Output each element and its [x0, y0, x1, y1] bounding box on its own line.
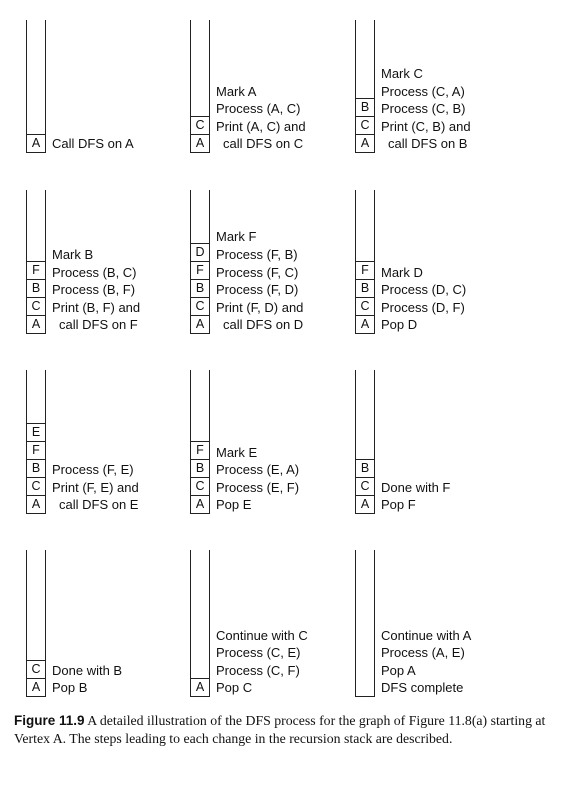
recursion-stack [26, 550, 46, 697]
step-description [381, 65, 531, 153]
description-line: Print (A, C) and [216, 118, 306, 134]
description-line: Pop E [216, 497, 252, 513]
stack-cell: A [356, 315, 374, 333]
stack-cell: A [27, 134, 45, 152]
dfs-step-panel [190, 370, 360, 514]
stack-cell: F [27, 261, 45, 279]
description-line: Process (C, B) [381, 101, 466, 117]
step-description [381, 627, 531, 697]
stack-cell: B [27, 459, 45, 477]
description-line: Continue with C [216, 627, 308, 643]
stack-cell: A [27, 678, 45, 696]
recursion-stack [26, 370, 46, 514]
description-line: Process (E, F) [216, 479, 300, 495]
description-line: Done with F [381, 479, 451, 495]
stack-cell: B [27, 279, 45, 297]
description-line: Mark B [52, 247, 94, 263]
stack-cell: F [27, 441, 45, 459]
stack-cell: A [191, 315, 209, 333]
description-line: Process (F, D) [216, 282, 299, 298]
stack-cell: A [191, 678, 209, 696]
description-line: Mark D [381, 264, 423, 280]
description-line: Mark F [216, 229, 257, 245]
description-line: Process (F, C) [216, 264, 299, 280]
recursion-stack [355, 550, 375, 697]
stack-cell: C [27, 477, 45, 495]
description-line: Pop F [381, 497, 416, 513]
dfs-step-panel [26, 190, 196, 334]
dfs-step-panel [26, 550, 196, 697]
description-line: call DFS on F [59, 317, 138, 333]
step-description [52, 246, 202, 334]
description-line: Process (D, C) [381, 282, 467, 298]
stack-cell: C [191, 297, 209, 315]
recursion-stack [26, 190, 46, 334]
description-line: Mark E [216, 444, 258, 460]
stack-cell: C [191, 116, 209, 134]
description-line: Process (E, A) [216, 462, 300, 478]
step-description [216, 83, 366, 153]
stack-cell: A [356, 134, 374, 152]
dfs-step-panel [355, 370, 525, 514]
stack-cell: A [191, 495, 209, 513]
description-line: Call DFS on A [52, 136, 134, 152]
stack-cell: C [356, 477, 374, 495]
stack-cell: A [27, 495, 45, 513]
recursion-stack [190, 20, 210, 153]
description-line: Pop C [216, 680, 253, 696]
figure-label: Figure 11.9 [14, 713, 85, 728]
dfs-step-panel [355, 190, 525, 334]
description-line: Print (F, D) and [216, 299, 304, 315]
stack-cell: D [191, 243, 209, 261]
recursion-stack [355, 370, 375, 514]
description-line: Process (C, F) [216, 662, 300, 678]
description-line: Mark A [216, 83, 257, 99]
stack-cell: E [27, 423, 45, 441]
dfs-step-panel [26, 370, 196, 514]
stack-cell: F [356, 261, 374, 279]
description-line: Process (B, C) [52, 264, 137, 280]
dfs-step-panel [355, 550, 525, 697]
step-description [52, 135, 202, 153]
description-line: Process (F, E) [52, 462, 134, 478]
recursion-stack [355, 190, 375, 334]
step-description [216, 228, 366, 334]
description-line: Process (C, A) [381, 83, 465, 99]
step-description [216, 444, 366, 514]
stack-cell: B [191, 279, 209, 297]
stack-cell: C [356, 297, 374, 315]
dfs-step-panel [355, 20, 525, 153]
figure-caption [14, 712, 554, 749]
step-description [381, 479, 531, 514]
description-line: Process (A, E) [381, 645, 465, 661]
caption-text: A detailed illustration of the DFS process for the graph of Figure 11.8(a) starting at Vertex A. The steps leading to each change in the recursion stack are described. [14, 713, 546, 747]
step-description [52, 461, 202, 514]
stack-cell: F [191, 261, 209, 279]
description-line: Process (D, F) [381, 299, 465, 315]
stack-cell: C [27, 660, 45, 678]
step-description [381, 264, 531, 334]
description-line: call DFS on D [223, 317, 304, 333]
stack-cell: F [191, 441, 209, 459]
description-line: Pop D [381, 317, 418, 333]
step-description [216, 627, 366, 697]
description-line: Print (B, F) and [52, 299, 141, 315]
dfs-step-panel [190, 20, 360, 153]
dfs-step-panel [190, 190, 360, 334]
recursion-stack [190, 190, 210, 334]
description-line: Process (C, E) [216, 645, 301, 661]
description-line: call DFS on B [388, 136, 468, 152]
description-line: Print (C, B) and [381, 118, 471, 134]
stack-cell: C [191, 477, 209, 495]
recursion-stack [355, 20, 375, 153]
stack-cell: B [356, 279, 374, 297]
step-description [52, 662, 202, 697]
stack-cell: B [191, 459, 209, 477]
recursion-stack [190, 370, 210, 514]
stack-cell: A [356, 495, 374, 513]
stack-cell: A [27, 315, 45, 333]
stack-cell: B [356, 459, 374, 477]
stack-cell: C [356, 116, 374, 134]
description-line: call DFS on C [223, 136, 304, 152]
description-line: Process (F, B) [216, 247, 298, 263]
recursion-stack [26, 20, 46, 153]
recursion-stack [190, 550, 210, 697]
description-line: Print (F, E) and [52, 479, 139, 495]
description-line: Pop A [381, 662, 416, 678]
description-line: DFS complete [381, 680, 464, 696]
description-line: Done with B [52, 662, 123, 678]
description-line: Pop B [52, 680, 88, 696]
description-line: call DFS on E [59, 497, 139, 513]
description-line: Process (A, C) [216, 101, 301, 117]
dfs-step-panel [190, 550, 360, 697]
stack-cell: A [191, 134, 209, 152]
description-line: Process (B, F) [52, 282, 136, 298]
dfs-step-panel [26, 20, 196, 153]
stack-cell: B [356, 98, 374, 116]
description-line: Mark C [381, 66, 423, 82]
stack-cell: C [27, 297, 45, 315]
description-line: Continue with A [381, 627, 472, 643]
